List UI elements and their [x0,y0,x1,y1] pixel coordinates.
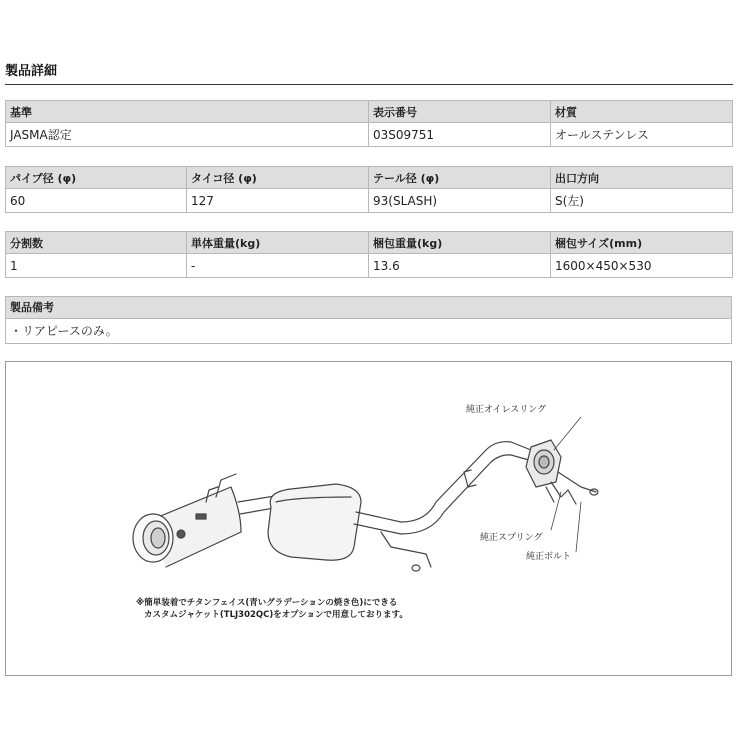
header-package-size: 梱包サイズ(mm) [551,232,733,254]
value-exit-direction: S(左) [551,189,733,213]
diagram-note-line1: ※簡単装着でチタンフェイス(青いグラデーションの焼き色)にできる [136,598,398,608]
header-unit-weight: 単体重量(kg) [187,232,369,254]
value-display-number: 03S09751 [369,123,551,147]
section-title: 製品詳細 [5,64,58,79]
value-material: オールステンレス [551,123,733,147]
spec-table-diameters [5,166,733,213]
remarks-header: 製品備考 [6,297,731,319]
value-muffler-diameter: 127 [187,189,369,213]
remarks-text: ・リアピースのみ。 [10,324,118,338]
value-standard: JASMA認定 [6,123,369,147]
diagram-note [136,597,408,621]
value-package-size: 1600×450×530 [551,254,733,278]
value-package-weight: 13.6 [369,254,551,278]
header-standard: 基準 [6,101,369,123]
label-oil-ring: 純正オイレスリング [466,405,547,415]
spec-table-weights [5,231,733,278]
label-spring: 純正スプリング [480,533,543,543]
header-material: 材質 [551,101,733,123]
exhaust-diagram [5,361,732,676]
header-division-count: 分割数 [6,232,187,254]
header-display-number: 表示番号 [369,101,551,123]
value-pipe-diameter: 60 [6,189,187,213]
label-bolt: 純正ボルト [526,552,572,562]
header-pipe-diameter: パイプ径 (φ) [6,167,187,189]
header-tail-diameter: テール径 (φ) [369,167,551,189]
value-division-count: 1 [6,254,187,278]
header-muffler-diameter: タイコ径 (φ) [187,167,369,189]
remarks-box [5,296,732,344]
spec-table-standard [5,100,733,147]
value-tail-diameter: 93(SLASH) [369,189,551,213]
section-divider [5,84,733,85]
diagram-note-line2: カスタムジャケット(TLJ302QC)をオプションで用意しております。 [144,610,408,620]
value-unit-weight: - [187,254,369,278]
header-exit-direction: 出口方向 [551,167,733,189]
header-package-weight: 梱包重量(kg) [369,232,551,254]
exhaust-illustration [6,362,733,677]
